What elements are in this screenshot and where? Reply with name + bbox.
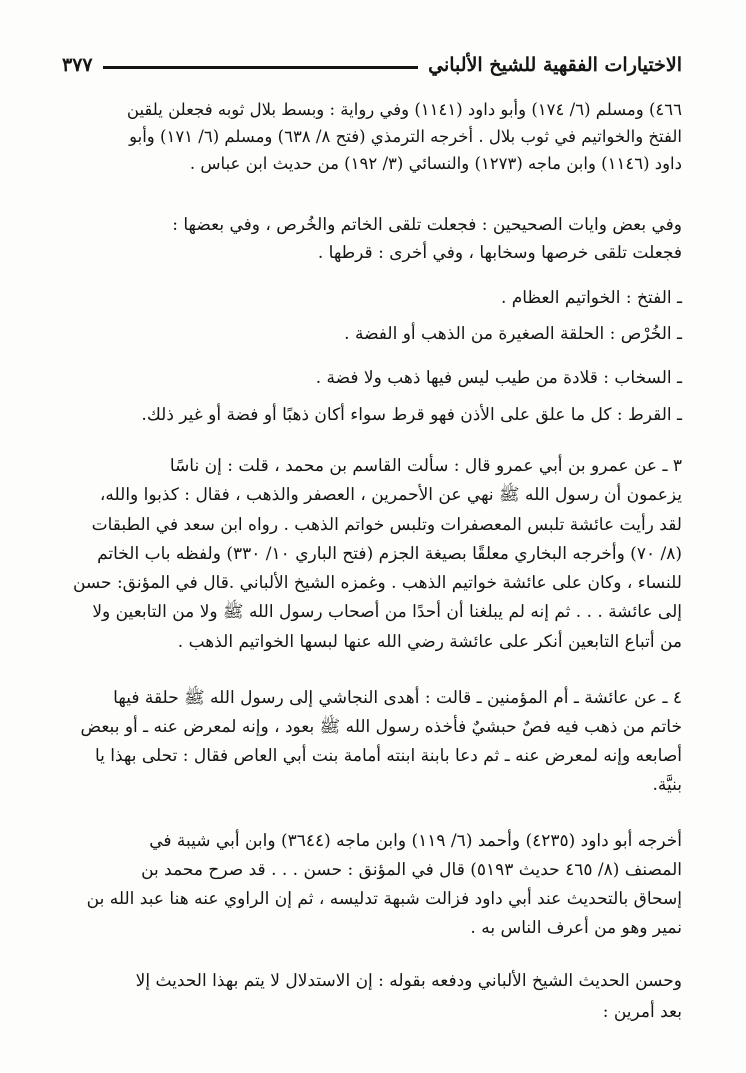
text-line: خاتم من ذهب فيه فصٌ حبشيٌ فأخذه رسول الله ﷺ بعود ، وإنه لمعرض عنه ـ أو ببعض xyxy=(80,717,682,737)
glossary-item-qurt: ـ القرط : كل ما علق على الأذن فهو قرط سواء أكان ذهبًا أو فضة أو غير ذلك. xyxy=(141,405,682,425)
paragraph-riwayat xyxy=(60,211,682,267)
text-line: (٨/ ٧٠) وأخرجه البخاري معلقًا بصيغة الجزم (فتح الباري ١٠/ ٣٣٠) ولفظه باب الخاتم xyxy=(97,543,682,564)
glossary-item-sikhab: ـ السخاب : قلادة من طيب ليس فيها ذهب ولا فضة . xyxy=(315,368,682,388)
text-line: داود (١١٤٦) وابن ماجه (١٢٧٣) والنسائي (٣/ ١٩٢) من حديث ابن عباس . xyxy=(189,154,682,173)
text-line: إلى عائشة . . . ثم إنه لم يبلغنا أن أحدًا من أصحاب رسول الله ﷺ ولا من التابعين ولا xyxy=(92,602,682,623)
header-rule xyxy=(103,66,419,69)
text-line: المصنف (٨/ ٤٦٥ حديث ٥١٩٣) قال في المؤنق : حسن . . . قد صرح محمد بن xyxy=(141,860,682,880)
text-line: ٤٦٦) ومسلم (٦/ ١٧٤) وأبو داود (١١٤١) وفي رواية : وبسط بلال ثوبه فجعلن يلقين xyxy=(126,100,682,119)
text-line: الفتخ والخواتيم في ثوب بلال . أخرجه الترمذي (فتح ٨/ ٦٣٨) ومسلم (٦/ ١٧١) وأبو xyxy=(129,127,682,146)
glossary-item-khurs: ـ الخُرْص : الحلقة الصغيرة من الذهب أو الفضة . xyxy=(344,324,682,344)
text-line: أخرجه أبو داود (٤٢٣٥) وأحمد (٦/ ١١٩) وابن ماجه (٣٦٤٤) وابن أبي شيبة في xyxy=(149,831,682,851)
text-line: يزعمون أن رسول الله ﷺ نهي عن الأحمرين ، العصفر والذهب ، فقال : كذبوا والله، xyxy=(99,485,682,506)
text-line: ٣ ـ عن عمرو بن أبي عمرو قال : سألت القاسم بن محمد ، قلت : إن ناسًا xyxy=(169,456,682,476)
text-line: وحسن الحديث الشيخ الألباني ودفعه بقوله : إن الاستدلال لا يتم بهذا الحديث إلا xyxy=(135,971,682,991)
text-line: بعد أمرين : xyxy=(602,1002,682,1022)
footnote-paragraph-1 xyxy=(60,96,682,177)
glossary-item-fatakh: ـ الفتخ : الخواتيم العظام . xyxy=(500,288,682,308)
page-number: ٣٧٧ xyxy=(62,54,93,76)
text-line: للنساء ، وكان على عائشة خواتيم الذهب . وغمزه الشيخ الألباني .قال في المؤنق: حسن xyxy=(72,573,682,594)
text-line: ٤ ـ عن عائشة ـ أم المؤمنين ـ قالت : أهدى النجاشي إلى رسول الله ﷺ حلقة فيها xyxy=(113,688,682,708)
text-line: لقد رأيت عائشة تلبس المعصفرات وتلبس خواتم الذهب . رواه ابن سعد في الطبقات xyxy=(91,514,682,535)
text-line: وفي بعض وايات الصحيحين : فجعلت تلقى الخاتم والخُرص ، وفي بعضها : xyxy=(172,215,682,235)
albani-paragraph xyxy=(60,966,682,1028)
running-header xyxy=(62,48,682,82)
takhrij-paragraph xyxy=(60,827,682,943)
text-line: فجعلت تلقى خرصها وسخابها ، وفي أخرى : قرطها . xyxy=(317,243,682,263)
text-line: نمير وهو من أعرف الناس به . xyxy=(470,918,682,938)
text-line: بنيَّة. xyxy=(652,775,682,795)
book-title: الاختيارات الفقهية للشيخ الألباني xyxy=(428,54,682,76)
hadith-3-paragraph xyxy=(60,452,682,657)
text-line: من أتباع التابعين أنكر على عائشة رضي الله عنها لبسها الخواتيم الذهب . xyxy=(177,631,682,652)
text-line: إسحاق بالتحديث عند أبي داود فزالت شبهة تدليسه ، ثم إن الراوي عنه هنا عبد الله بن xyxy=(86,889,682,909)
hadith-4-paragraph xyxy=(60,684,682,800)
text-line: أصابعه وإنه لمعرض عنه ـ ثم دعا بابنة ابنته أمامة بنت أبي العاص فقال : تحلى بهذا يا xyxy=(94,746,682,766)
